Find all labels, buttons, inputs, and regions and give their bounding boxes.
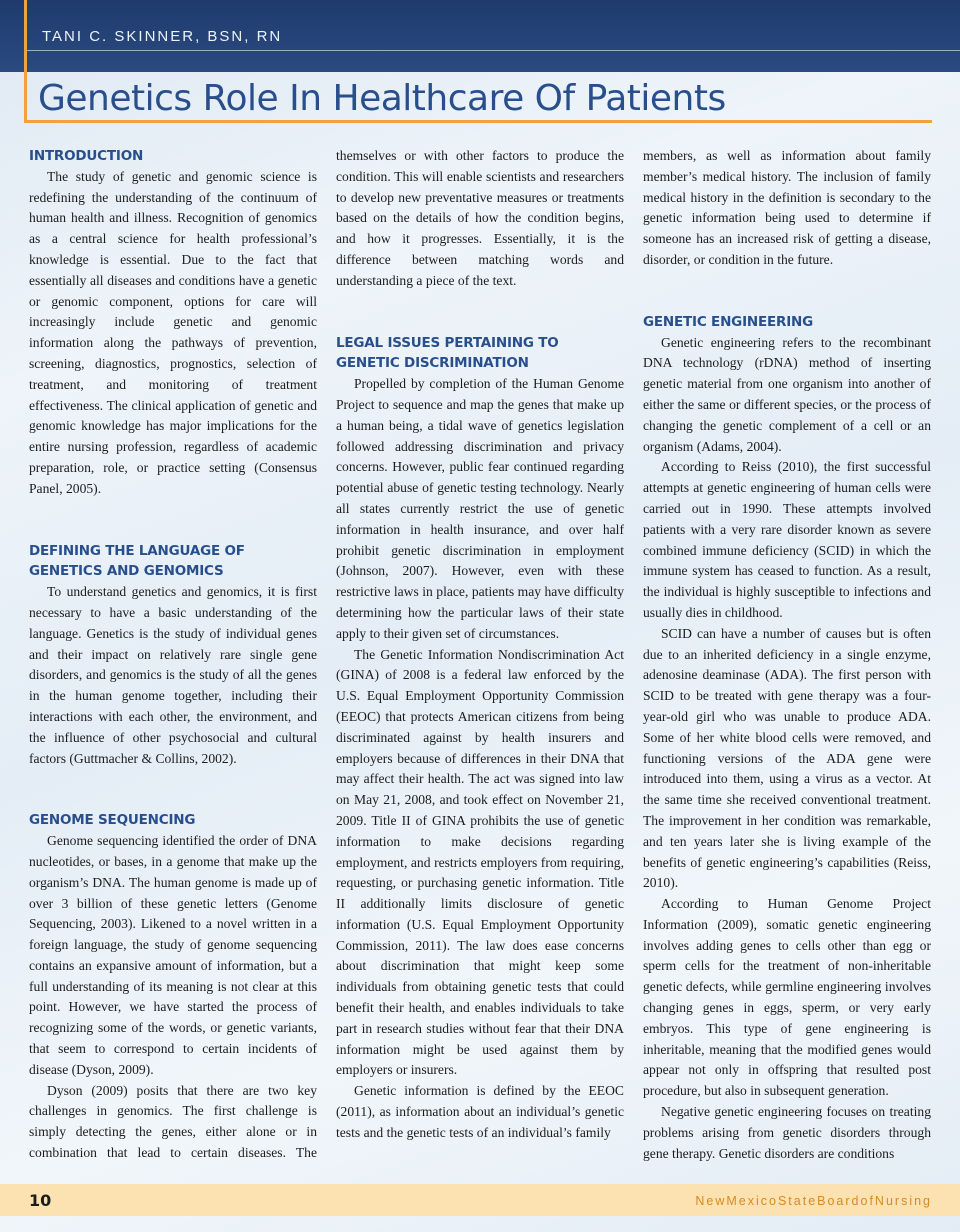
author-byline: TANI C. SKINNER, BSN, RN [42,28,283,45]
footer-bar [0,1184,960,1216]
column-1 [29,146,317,1166]
organization-name: NewMexicoStateBoardofNursing [695,1194,932,1208]
paragraph: Genome sequencing identified the order of DNA nucleotides, or bases, in a genome that make up the organism’s DNA. The human genome is made up of over 3 billion of these genetic letters (Genome Sequencing, 2003). Likened to a novel written in a foreign language, the study of genome sequencing contains an expansive amount of information, but a full understanding of its meaning is not clear at this point. However, we have started the process of recognizing some of the words, or genetic variants, that seem to correspond to certain incidents of disease (Dyson, 2009). [29,833,317,1077]
heading-genome-sequencing: GENOME SEQUENCING [29,812,196,829]
paragraph: The study of genetic and genomic science is redefining the understanding of the continuum of human health and illness. Recognition of genomics as a central science for health professional’s knowledge is essential. Due to the fact that essentially all diseases and conditions have a genetic or genomic component, options for care will increasingly include genetic and genomic information along the pathways of prevention, screening, diagnostics, prognostics, selection of treatment, and monitoring of treatment effectiveness. The clinical application of genetic and genomic knowledge has major implications for the entire nursing profession, regardless of academic preparation, role, or practice setting (Consensus Panel, 2005). [29,168,317,496]
paragraph: SCID can have a number of causes but is often due to an inherited deficiency in a single enzyme, adenosine deaminase (ADA). The first person with SCID to be treated with gene therapy was a four-year-old girl who was unable to produce ADA. Some of her white blood cells were removed, and functioning versions of the ADA gene were introduced into them, using a virus as a vector. At the same time she received conventional treatment. The improvement in her condition was remarkable, and ten years later she is living example of the benefits of genetic engineering’s capabilities (Reiss, 2010). [643,625,931,891]
column-3 [643,146,931,1166]
paragraph: According to Human Genome Project Information (2009), somatic genetic engineering involves adding genes to cells other than egg or sperm cells for the treatment of non-inheritable genetic defects, while germline engineering involves changing genes in eggs, sperm, or very early embryos. This type of gene engineering is inheritable, meaning that the modified genes would appear not only in offspring that resulted post procedure, but also in subsequent generation. [643,896,931,1099]
page-number: 10 [29,1191,52,1210]
paragraph: Genetic information is defined by the EEOC (2011), as information about an individual’s genetic tests and the genetic tests of an individual’s family [336,1083,624,1140]
paragraph: themselves or with other factors to produce the condition. This will enable scientists and researchers to develop new preventative measures or treatments based on the details of how the condition begins, and how it progresses. Essentially, it is the difference between matching words and understanding a piece of the text. [336,148,624,288]
paragraph: Genetic engineering refers to the recombinant DNA technology (rDNA) method of inserting genetic material from one organism into another of either the same or different species, or the process of changing the genetic complement of a cell or an organism (Adams, 2004). [643,334,931,454]
heading-genetic-engineering: GENETIC ENGINEERING [643,313,814,330]
accent-bar-vertical [24,0,27,122]
paragraph: The Genetic Information Nondiscrimination Act (GINA) of 2008 is a federal law enforced by the U.S. Equal Employment Opportunity Commission (EEOC) that protects American citizens from being discriminated against by health insurers and employers because of differences in their DNA that may affect their health. The act was signed into law on May 21, 2008, and took effect on November 21, 2009. Title II of GINA prohibits the use of genetic information to make decisions regarding employment, and restricts employers from requiring, requesting, or purchasing genetic information. Title II additionally limits disclosure of genetic information (U.S. Equal Employment Opportunity Commission, 2011). The law does ease concerns about discrimination that might keep some individuals from obtaining genetic tests that could benefit their health, and enables individuals to take part in research studies without fear that their DNA information might be used against them by employers or insurers. [336,646,624,1078]
column-2 [336,146,624,1166]
paragraph: members, as well as information about family member’s medical history. The inclusion of family medical history in the definition is secondary to the genetic information being used to determine if someone has an increased risk of getting a disease, disorder, or condition in the future. [643,148,931,267]
heading-introduction: INTRODUCTION [29,148,144,164]
heading-legal-issues: LEGAL ISSUES PERTAINING TO GENETIC DISCRIMINATION [336,334,559,372]
article-title: Genetics Role In Healthcare Of Patients [38,78,726,119]
paragraph: Dyson (2009) posits that there are two key challenges in genomics. The first challenge is simply detecting the genes, either alone or in combination that lead to certain diseases. The [29,1082,317,1161]
header-divider [24,50,960,51]
heading-defining-language: DEFINING THE LANGUAGE OF GENETICS AND GENOMICS [29,542,245,580]
paragraph: To understand genetics and genomics, it is first necessary to have a basic understanding of the language. Genetics is the study of individual genes and their impact on relatively rare single gene disorders, and genomics is the study of all the genes in the human genome together, including their interactions with each other, the environment, and the influence of other psychosocial and cultural factors (Guttmacher & Collins, 2002). [29,584,317,766]
paragraph: Propelled by completion of the Human Genome Project to sequence and map the genes that make up a human being, a tidal wave of genetics legislation followed addressing discrimination and privacy concerns. However, public fear continued regarding potential abuse of genetic testing technology. Nearly all states currently restrict the use of genetic information in health insurance, and over half prohibit genetic discrimination in employment (Johnson, 2007). However, even with these restrictive laws in place, patients may have difficulty determining how the particular laws of their state apply to their given set of circumstances. [336,376,624,641]
paragraph: Negative genetic engineering focuses on treating problems arising from genetic disorders through gene therapy. Genetic disorders are conditions [643,1104,931,1161]
accent-bar-horizontal [24,120,932,123]
paragraph: According to Reiss (2010), the first successful attempts at genetic engineering of human cells were carried out in 1990. These attempts involved patients with a very rare disorder known as severe combined immune deficiency (SCID) in which the immune system has ceased to function. As a result, the individual is highly susceptible to infections and usually dies in childhood. [643,459,931,620]
